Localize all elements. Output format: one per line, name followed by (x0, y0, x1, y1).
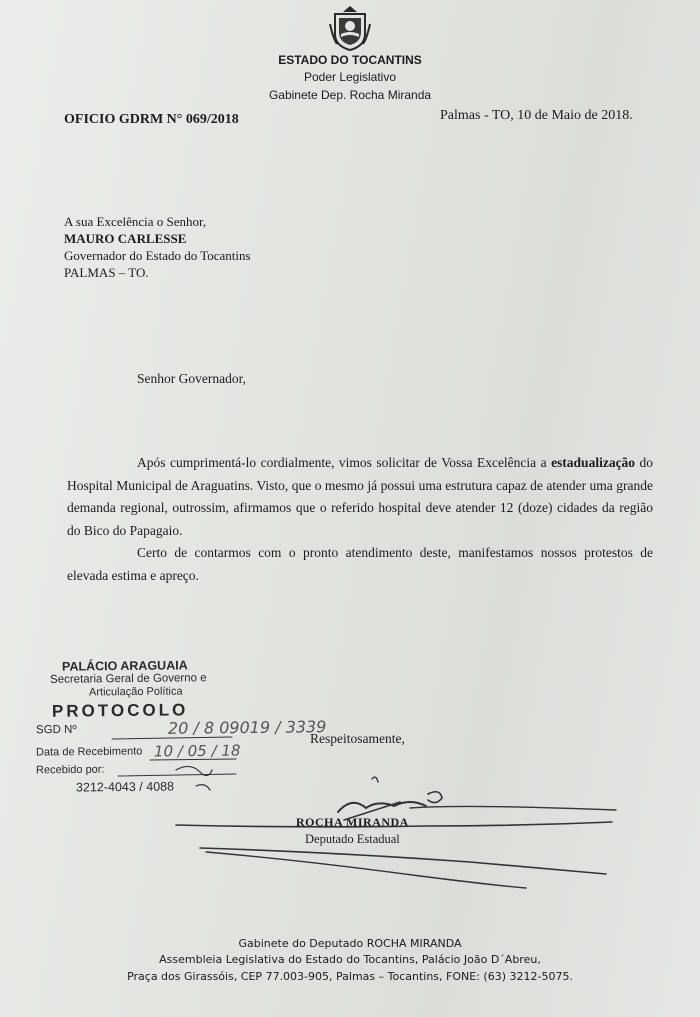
body-p1-end: do Hospital Municipal de Araguatins. Visto, que o mesmo já possui uma estrutura capaz de atender uma grande demanda regional, outrossim, afirmamos que o referido hospital deve atender 12 (doze) cidades da região do Bico do Papagaio. (67, 455, 654, 538)
stamp-protocolo: PROTOCOLO (51, 700, 189, 721)
addressee-salutation: A sua Excelência o Senhor, (64, 214, 207, 229)
footer-line-1: Gabinete do Deputado ROCHA MIRANDA (238, 937, 462, 950)
header-state: ESTADO DO TOCANTINS (278, 53, 422, 67)
stamp-date-label: Data de Recebimento (35, 745, 143, 759)
stamp-phones: 3212-4043 / 4088 (75, 779, 175, 795)
greeting: Senhor Governador, (137, 371, 246, 386)
stamp-sgd-value: 20 / 8 09019 / 3339 (167, 717, 327, 738)
stamp-sgd-label: SGD Nº (35, 723, 77, 737)
stamp-line-2: Secretaria Geral de Governo e (49, 672, 207, 686)
place-date: Palmas - TO, 10 de Maio de 2018. (440, 108, 633, 123)
addressee-city: PALMAS – TO. (64, 265, 149, 280)
footer-line-3: Praça dos Girassóis, CEP 77.003-905, Palmas – Tocantins, FONE: (63) 3212-5075. (127, 970, 573, 983)
footer-line-2: Assembleia Legislativa do Estado do Tocantins, Palácio João D´Abreu, (159, 953, 541, 966)
letter-body (67, 452, 653, 587)
stamp-line-3: Articulação Política (88, 685, 183, 699)
stamp-received-label: Recebido por: (35, 763, 105, 777)
signatory-name: ROCHA MIRANDA (296, 815, 409, 829)
header-office: Gabinete Dep. Rocha Miranda (268, 88, 432, 102)
signatory-role: Deputado Estadual (305, 832, 400, 846)
stamp-line-1: PALÁCIO ARAGUAIA (61, 658, 188, 674)
oficio-number: OFICIO GDRM N° 069/2018 (64, 112, 239, 127)
body-paragraph-1 (67, 452, 653, 542)
closing: Respeitosamente, (310, 731, 405, 746)
coat-of-arms-icon (327, 4, 373, 52)
body-paragraph-2: Certo de contarmos com o pronto atendimento deste, manifestamos nossos protestos de elevada estima e apreço. (67, 545, 653, 583)
body-p1-bold: estadualização (551, 455, 636, 470)
header-branch: Poder Legislativo (303, 70, 397, 84)
addressee-name: MAURO CARLESSE (64, 231, 187, 246)
addressee-title: Governador do Estado do Tocantins (64, 248, 251, 263)
stamp-date-value: 10 / 05 / 18 (153, 741, 241, 761)
body-p1-start: Após cumprimentá-lo cordialmente, vimos solicitar de Vossa Excelência a (137, 455, 547, 470)
